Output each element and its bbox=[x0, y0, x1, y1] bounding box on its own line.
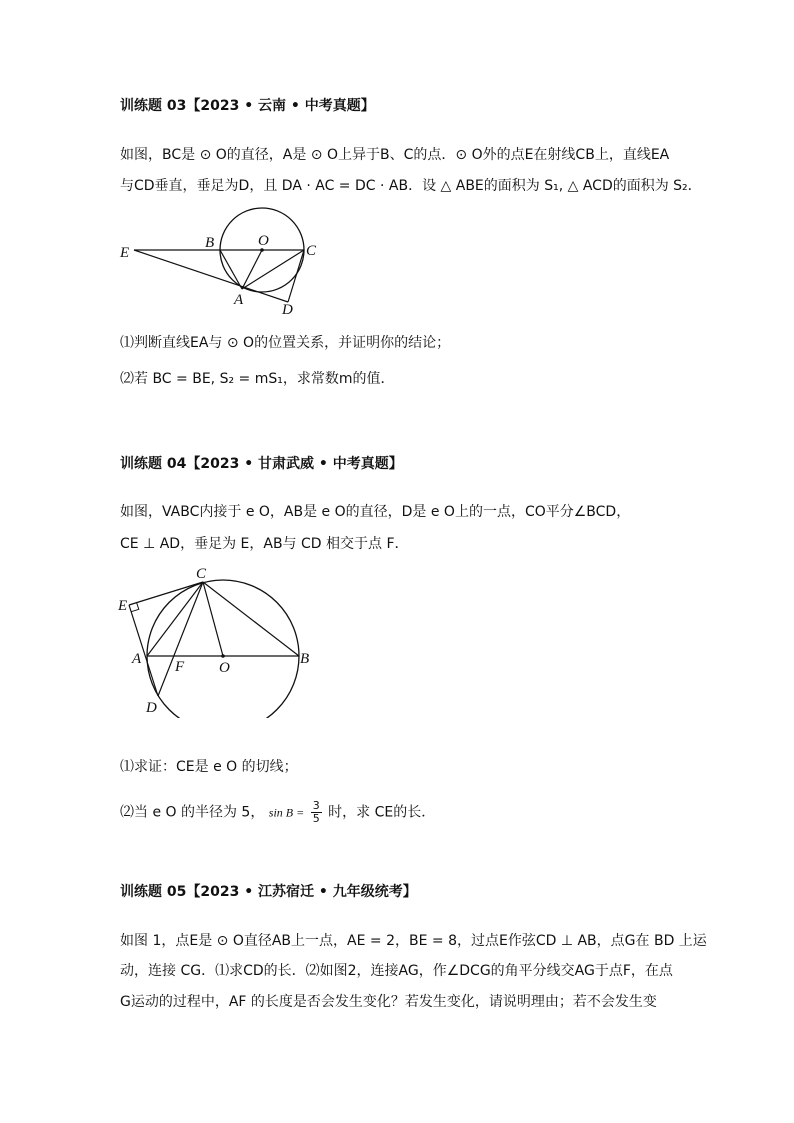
problem-04-heading: 训练题 04【2023 • 甘肃武威 • 中考真题】 bbox=[120, 456, 403, 472]
circle-o bbox=[147, 580, 299, 718]
problem-05-text-line-1: 如图 1，点E是 ⊙ O直径AB上一点，AE = 2，BE = 8，过点E作弦CD ⊥ AB，点G在 BD 上运 bbox=[120, 933, 707, 949]
problem-03-text-line-1: 如图，BC是 ⊙ O的直径，A是 ⊙ O上异于B、C的点．⊙ O外的点E在射线CB上，直线EA bbox=[120, 147, 670, 163]
problem-05-text-line-3: G运动的过程中，AF 的长度是否会发生变化？若发生变化，请说明理由；若不会发生变 bbox=[120, 994, 657, 1010]
label-b: B bbox=[300, 651, 310, 667]
q2-prefix: ⑵当 e O 的半径为 5， bbox=[120, 804, 265, 821]
problem-03-figure bbox=[112, 200, 332, 320]
label-c: C bbox=[306, 243, 317, 259]
line-cd bbox=[288, 250, 304, 302]
problem-03-question-1: ⑴判断直线EA与 ⊙ O的位置关系，并证明你的结论； bbox=[120, 335, 451, 351]
problem-04-figure bbox=[112, 562, 332, 718]
problem-05-text-line-2: 动，连接 CG．⑴求CD的长．⑵如图2，连接AG，作∠DCG的角平分线交AG于点F，在点 bbox=[120, 963, 673, 979]
problem-05-heading: 训练题 05【2023 • 江苏宿迁 • 九年级统考】 bbox=[120, 884, 417, 900]
center-o bbox=[221, 654, 225, 658]
label-e: E bbox=[118, 598, 128, 614]
line-cb bbox=[203, 582, 299, 656]
label-d: D bbox=[282, 302, 293, 318]
label-f: F bbox=[175, 659, 185, 675]
q2-sin-b: sin B = bbox=[268, 805, 305, 820]
q2-suffix: 时，求 CE的长． bbox=[328, 804, 436, 821]
line-cd bbox=[158, 582, 203, 696]
label-e: E bbox=[120, 245, 130, 261]
problem-04-question-1: ⑴求证：CE是 e O 的切线； bbox=[120, 759, 298, 775]
q2-fraction bbox=[311, 800, 322, 825]
problem-04-question-2 bbox=[120, 800, 435, 825]
line-ce bbox=[129, 582, 203, 605]
label-a: A bbox=[132, 651, 142, 667]
q2-fraction-denominator: 5 bbox=[312, 812, 320, 825]
line-co bbox=[203, 582, 223, 656]
line-ac bbox=[242, 250, 304, 289]
q2-fraction-numerator: 3 bbox=[312, 799, 320, 812]
label-o: O bbox=[258, 233, 269, 249]
label-d: D bbox=[146, 700, 157, 716]
problem-04-text-line-1: 如图，VABC内接于 e O，AB是 e O的直径，D是 e O上的一点，CO平分∠BCD， bbox=[120, 504, 631, 520]
label-o: O bbox=[219, 660, 230, 676]
label-a: A bbox=[234, 292, 244, 308]
line-ed bbox=[134, 250, 288, 302]
label-c: C bbox=[196, 566, 207, 582]
problem-03-text-line-2: 与CD垂直，垂足为D，且 DA · AC = DC · AB．设 △ ABE的面积为 S₁, △ ACD的面积为 S₂． bbox=[120, 178, 702, 194]
line-ca bbox=[147, 582, 203, 656]
problem-04-text-line-2: CE ⊥ AD，垂足为 E，AB与 CD 相交于点 F． bbox=[120, 536, 409, 552]
problem-03-question-2: ⑵若 BC = BE, S₂ = mS₁，求常数m的值． bbox=[120, 371, 395, 387]
label-b: B bbox=[205, 235, 215, 251]
problem-03-heading: 训练题 03【2023 • 云南 • 中考真题】 bbox=[120, 98, 375, 114]
